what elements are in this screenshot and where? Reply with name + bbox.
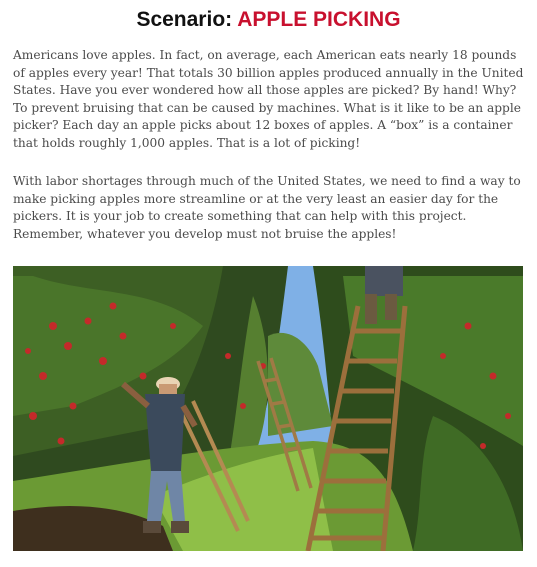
intro-paragraph: Americans love apples. In fact, on average, each American eats nearly 18 pounds of apples every year! That totals 30 billion apples produced annually in the United States. Have you ever wondered how all those apples are picked? By hand! Why? To prevent bruising that can be caused by machines. What is it like to be an apple picker? Each day an apple picks about 12 boxes of apples. A “box” is a container that holds roughly 1,000 apples. That is a lot of picking!: [13, 48, 524, 150]
task-paragraph: With labor shortages through much of the United States, we need to find a way to make picking apples more streamline or at the very least an easier day for the pickers. It is your job to create something that can help with this project. Remember, whatever you develop must not bruise the apples!: [13, 174, 521, 241]
page-title: [0, 8, 537, 32]
title-prefix: Scenario:: [136, 8, 238, 31]
apple-orchard-photo: [13, 266, 523, 551]
title-highlight: APPLE PICKING: [237, 8, 401, 31]
